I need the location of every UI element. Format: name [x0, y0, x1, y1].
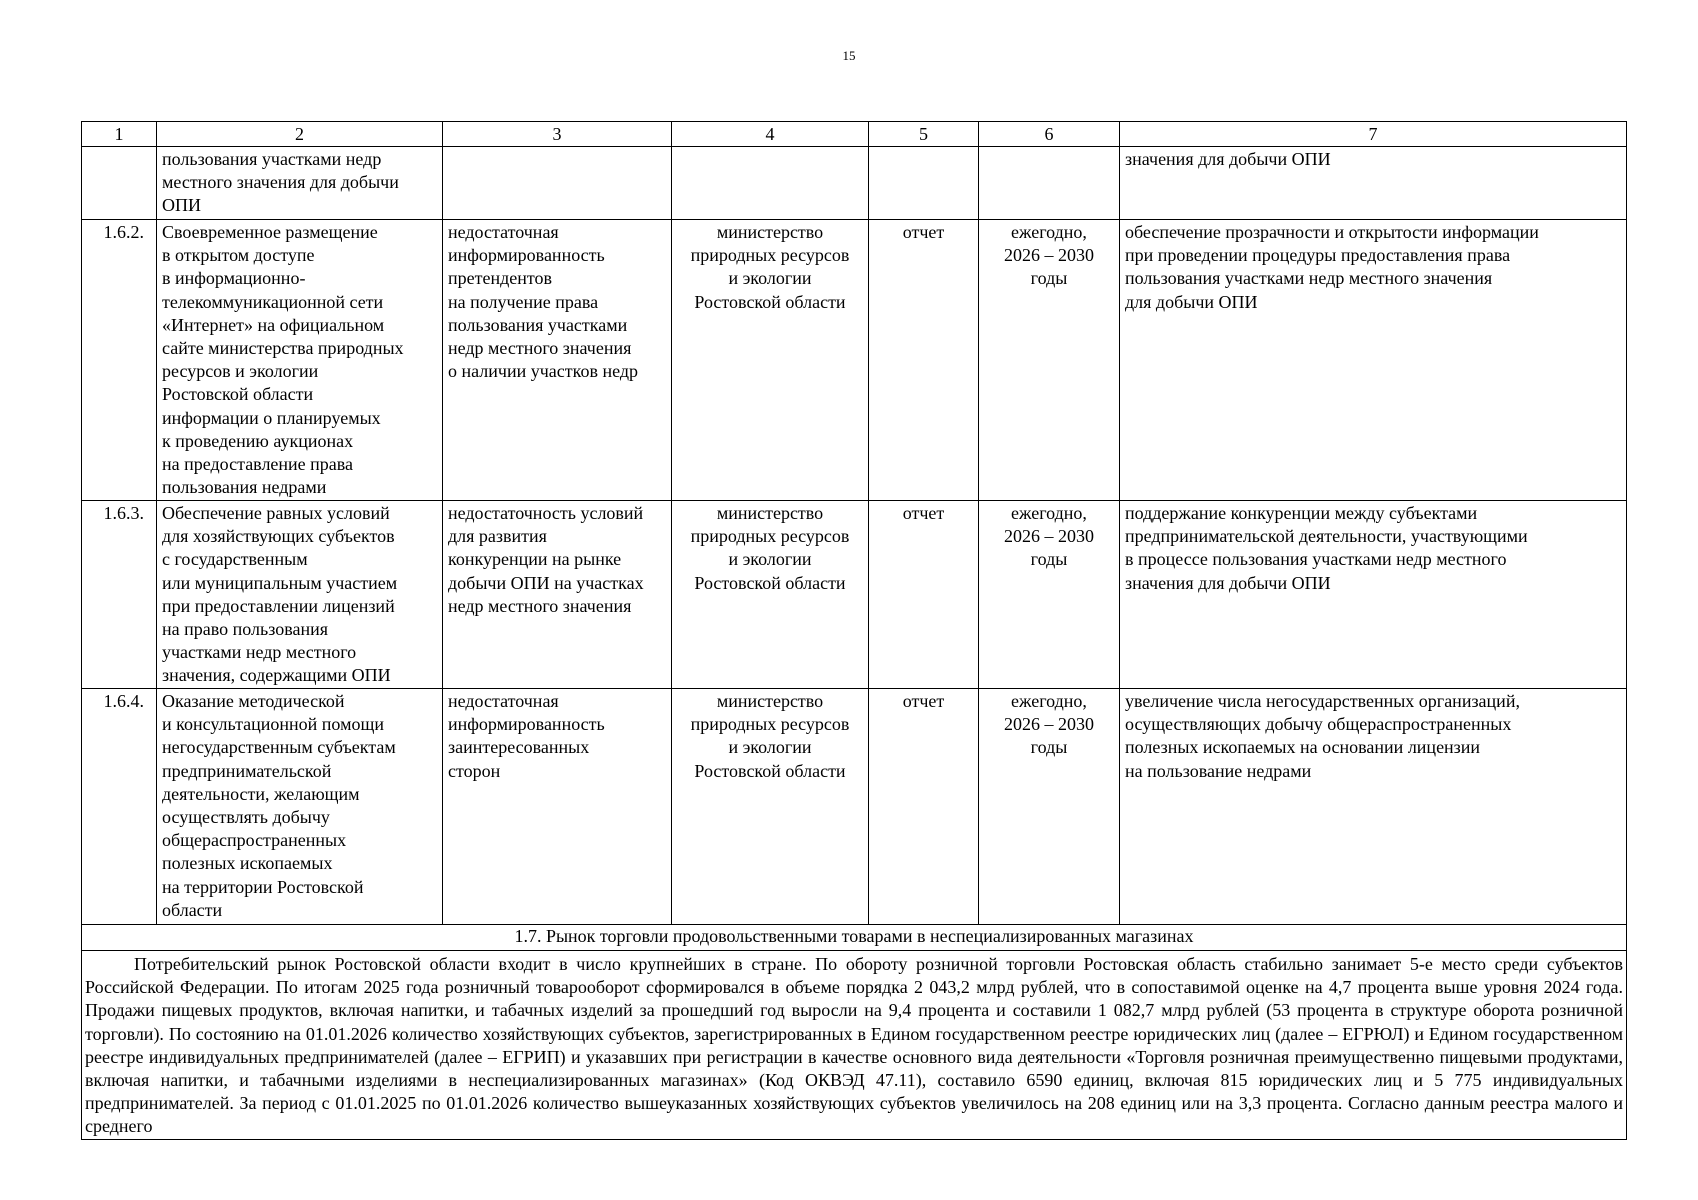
problem-cell [443, 147, 672, 220]
column-header: 6 [979, 122, 1120, 147]
column-header: 5 [869, 122, 979, 147]
measures-table [81, 121, 1627, 1140]
period-cell: ежегодно, 2026 – 2030 годы [979, 220, 1120, 501]
table-row [82, 501, 1627, 689]
row-number-cell: 1.6.2. [82, 220, 157, 501]
result-cell: отчет [869, 501, 979, 689]
section-row [82, 925, 1627, 951]
period-cell: ежегодно, 2026 – 2030 годы [979, 689, 1120, 925]
section-paragraph [82, 951, 1627, 1140]
paragraph-text: Потребительский рынок Ростовской области входит в число крупнейших в стране. По обороту розничной торговли Ростовская область стабильно занимает 5-е место среди субъектов Российской Федерации. По итогам 2025 года розничный товарооборот сформировался в объеме порядка 2 043,2 млрд рублей, что в сопоставимой оценке на 4,7 процента выше уровня 2024 года. Продажи пищевых продуктов, включая напитки, и табачных изделий за прошедший год выросли на 9,4 процента и составили 1 082,7 млрд рублей (53 процента в структуре оборота розничной торговли). По состоянию на 01.01.2026 количество хозяйствующих субъектов, зарегистрированных в Едином государственном реестре юридических лиц (далее – ЕГРЮЛ) и Едином государственном реестре индивидуальных предпринимателей (далее – ЕГРИП) и указавших при регистрации в качестве основного вида деятельности «Торговля розничная преимущественно пищевыми продуктами, включая напитки, и табачными изделиями в неспециализированных магазинах» (Код ОКВЭД 47.11), составило 6590 единиц, включая 815 юридических лиц и 5 775 индивидуальных предпринимателей. За период с 01.01.2025 по 01.01.2026 количество вышеуказанных хозяйствующих субъектов увеличилось на 208 единиц или на 3,3 процента. Согласно данным реестра малого и среднего [85, 954, 1623, 1137]
column-header: 4 [672, 122, 869, 147]
period-cell: ежегодно, 2026 – 2030 годы [979, 501, 1120, 689]
problem-cell: недостаточность условий для развития конкуренции на рынке добычи ОПИ на участках недр местного значения [443, 501, 672, 689]
row-number-cell: 1.6.3. [82, 501, 157, 689]
column-header: 3 [443, 122, 672, 147]
result-cell: отчет [869, 689, 979, 925]
executor-cell: министерство природных ресурсов и экологии Ростовской области [672, 501, 869, 689]
period-cell [979, 147, 1120, 220]
result-cell [869, 147, 979, 220]
outcome-cell: увеличение числа негосударственных организаций, осуществляющих добычу общераспространенных полезных ископаемых на основании лицензии на пользование недрами [1120, 689, 1627, 925]
outcome-cell: значения для добычи ОПИ [1120, 147, 1627, 220]
executor-cell [672, 147, 869, 220]
result-cell: отчет [869, 220, 979, 501]
table-row-continuation [82, 147, 1627, 220]
row-number-cell: 1.6.4. [82, 689, 157, 925]
measure-cell: Своевременное размещение в открытом доступе в информационно- телекоммуникационной сети «Интернет» на официальном сайте министерства природных ресурсов и экологии Ростовской области информации о планируемых к проведению аукционах на предоставление права пользования недрами [157, 220, 443, 501]
row-number-cell [82, 147, 157, 220]
problem-cell: недостаточная информированность претендентов на получение права пользования участками недр местного значения о наличии участков недр [443, 220, 672, 501]
column-header: 1 [82, 122, 157, 147]
paragraph-row [82, 951, 1627, 1140]
measure-cell: Обеспечение равных условий для хозяйствующих субъектов с государственным или муниципальным участием при предоставлении лицензий на право пользования участками недр местного значения, содержащими ОПИ [157, 501, 443, 689]
outcome-cell: обеспечение прозрачности и открытости информации при проведении процедуры предоставления права пользования участками недр местного значения для добычи ОПИ [1120, 220, 1627, 501]
table-header-row [82, 122, 1627, 147]
table-row [82, 689, 1627, 925]
executor-cell: министерство природных ресурсов и экологии Ростовской области [672, 220, 869, 501]
column-header: 2 [157, 122, 443, 147]
column-header: 7 [1120, 122, 1627, 147]
page-number: 15 [842, 48, 856, 63]
measure-cell: Оказание методической и консультационной помощи негосударственным субъектам предпринимательской деятельности, желающим осуществлять добычу общераспространенных полезных ископаемых на территории Ростовской области [157, 689, 443, 925]
problem-cell: недостаточная информированность заинтересованных сторон [443, 689, 672, 925]
table-row [82, 220, 1627, 501]
outcome-cell: поддержание конкуренции между субъектами предпринимательской деятельности, участвующими в процессе пользования участками недр местного значения для добычи ОПИ [1120, 501, 1627, 689]
measure-cell: пользования участками недр местного значения для добычи ОПИ [157, 147, 443, 220]
executor-cell: министерство природных ресурсов и экологии Ростовской области [672, 689, 869, 925]
section-title: 1.7. Рынок торговли продовольственными товарами в неспециализированных магазинах [82, 925, 1627, 951]
